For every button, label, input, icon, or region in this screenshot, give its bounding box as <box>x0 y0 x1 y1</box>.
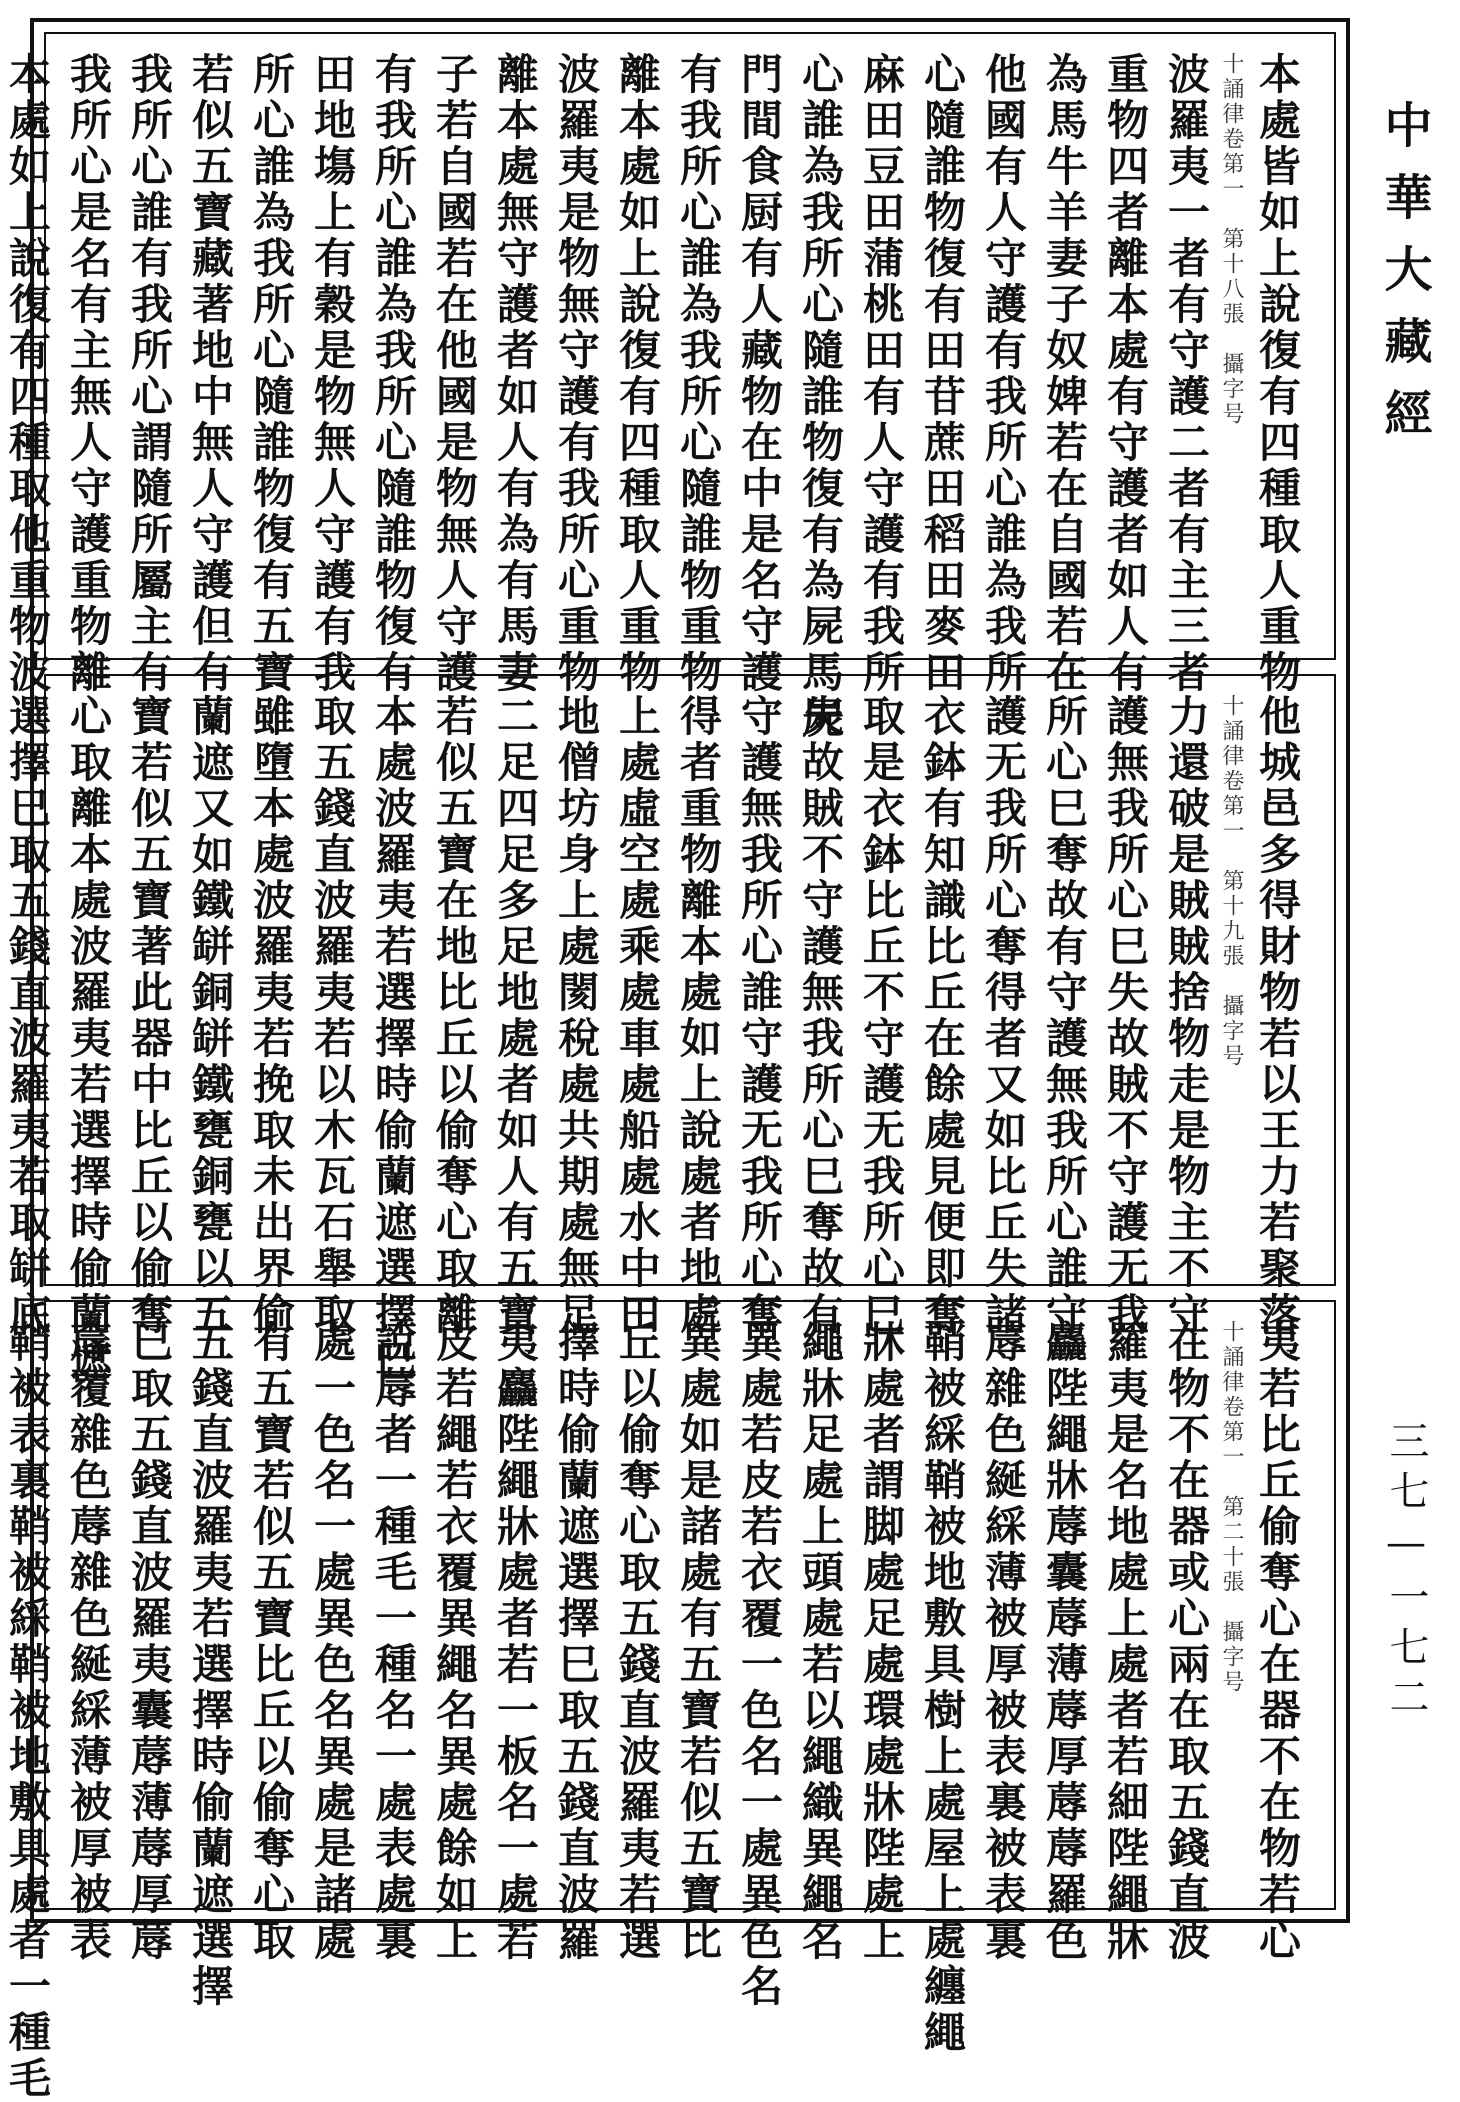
text-column: 他城邑多得財物若以王力若聚落 <box>1253 694 1302 1338</box>
text-column: 麤陛繩牀蓐囊蓐薄蓐厚蓐蓐羅色 <box>1040 1320 1089 1964</box>
text-column: 巳取五錢直波羅夷囊蓐薄蓐厚蓐 <box>125 1320 174 1964</box>
text-column: 異處若皮若衣覆一色名一處異色名 <box>735 1320 784 2010</box>
margin-note: 十誦律卷第一 第十八張 攝字号 <box>1219 52 1244 427</box>
text-column: 異處如是諸處有五寶若似五寶比 <box>674 1320 723 1964</box>
text-column: 我所心誰有我所心謂隨所屬主有 <box>125 52 174 696</box>
text-column: 羅夷是名地處上處者若細陛繩牀 <box>1101 1320 1150 1964</box>
text-column: 心取離本處波羅夷若選擇時偷蘭遮 <box>64 694 113 1384</box>
text-column: 在物不在器或心兩在取五錢直波 <box>1162 1320 1211 1964</box>
text-column: 若似五寶在地比丘以偷奪心取離 <box>430 694 479 1338</box>
text-column: 波羅夷一者有守護二者有主三者 <box>1162 52 1211 696</box>
text-column: 所心巳奪故有守護無我所心誰守 <box>1040 694 1089 1338</box>
text-column: 地僧坊身上處閡稅處共期處無足 <box>552 694 601 1338</box>
text-column: 上處虛空處乘處車處船處水中田 <box>613 694 662 1338</box>
text-panel-2 <box>3 674 1336 1384</box>
text-column: 本處如上說復有四種取他重物波 <box>3 52 52 696</box>
text-column: 子若自國若在他國是物無人守護 <box>430 52 479 696</box>
text-panel-3 <box>3 1300 1336 2102</box>
text-column: 牀處者謂脚處足處環處牀陛處上 <box>857 1320 906 1964</box>
text-column: 有我所心誰為我所心隨誰物復有 <box>369 52 418 696</box>
text-column: 若似五寶藏著地中無人守護但有 <box>186 52 235 696</box>
text-column: 蓐覆雜色蓐雜色綖綵薄被厚被表 <box>64 1320 113 1964</box>
text-column: 鞘被表裏鞘被綵鞘被地敷具處者一種毛 <box>3 1320 52 2102</box>
text-column: 有五寶若似五寶比丘以偷奪心取 <box>247 1320 296 1964</box>
text-column: 有我所心誰為我所心隨誰物重物 <box>674 52 723 696</box>
text-column: 處一色名一處異色名異處是諸處 <box>308 1320 357 1964</box>
text-column: 選擇巳取五錢直波羅夷若取缾底 <box>3 694 52 1338</box>
text-column: 取是衣鉢比丘不守護无我所心巳 <box>857 694 906 1338</box>
text-column: 力還破是賊賊捨物走是物主不守 <box>1162 694 1211 1338</box>
text-column: 所心誰為我所心隨誰物復有五寶 <box>247 52 296 696</box>
text-column: 重物四者離本處有守護者如人有 <box>1101 52 1150 696</box>
text-column: 得者重物離本處如上說處者地處 <box>674 694 723 1338</box>
text-column: 護無我所心巳失故賊不守護无我 <box>1101 694 1150 1338</box>
text-column: 寶若似五寶著此器中比丘以偷奪 <box>125 694 174 1338</box>
text-column: 為馬牛羊妻子奴婢若在自國若在 <box>1040 52 1089 696</box>
text-column: 說蓐者一種毛一種名一處表處裏 <box>369 1320 418 1964</box>
text-column: 門間食厨有人藏物在中是名守護 <box>735 52 784 696</box>
text-column: 擇時偷蘭遮選擇巳取五錢直波羅 <box>552 1320 601 1964</box>
page-number: 三七—一七二 <box>1383 1420 1429 1726</box>
text-panel-1 <box>3 32 1336 742</box>
page-frame <box>3 18 1350 2102</box>
text-column: 蓐雜色綖綵薄被厚被表裏被表裏 <box>979 1320 1028 1964</box>
text-column: 蘭遮又如鐵缾銅缾鐵甕銅甕以五 <box>186 694 235 1338</box>
margin-note: 十誦律卷第一 第二十張 攝字号 <box>1219 1320 1244 1695</box>
text-column: 我所心是名有主無人守護重物離 <box>64 52 113 696</box>
text-column: 守護無我所心誰守護无我所心奪 <box>735 694 784 1338</box>
text-column: 失故賊不守護無我所心巳奪故有 <box>796 694 845 1338</box>
text-column: 麻田豆田蒲桃田有人守護有我所 <box>857 52 906 696</box>
text-column: 鞘被綵鞘被地敷具樹上處屋上處纏繩 <box>918 1320 967 2056</box>
text-column: 丘以偷奪心取五錢直波羅夷若選 <box>613 1320 662 1964</box>
text-column: 本處波羅夷若選擇時偷蘭遮選擇巳 <box>369 694 418 1384</box>
text-column: 繩牀足處上頭處若以繩織異繩名 <box>796 1320 845 1964</box>
panel-3-columns <box>0 1320 1308 2102</box>
text-column: 夷若比丘偷奪心在器不在物若心 <box>1253 1320 1302 1964</box>
text-column: 夷麤陛繩牀處者若一板名一處若 <box>491 1320 540 1964</box>
text-column: 衣鉢有知識比丘在餘處見便即奪 <box>918 694 967 1338</box>
margin-note: 十誦律卷第一 第十九張 攝字号 <box>1219 694 1244 1069</box>
text-column: 離本處如上說復有四種取人重物 <box>613 52 662 696</box>
text-column: 他國有人守護有我所心誰為我所 <box>979 52 1028 696</box>
text-column: 皮若繩若衣覆異繩名異處餘如上 <box>430 1320 479 1964</box>
text-column: 本處皆如上說復有四種取人重物 <box>1253 52 1302 696</box>
text-column: 田地塲上有穀是物無人守護有我 <box>308 52 357 696</box>
text-column: 二足四足多足地處者如人有五寶 <box>491 694 540 1338</box>
text-column: 五錢直波羅夷若選擇時偷蘭遮選擇 <box>186 1320 235 2010</box>
text-column: 離本處無守護者如人有為有馬妻 <box>491 52 540 696</box>
text-column: 雖墮本處波羅夷若挽取未出界偷 <box>247 694 296 1338</box>
text-column: 取五錢直波羅夷若以木瓦石舉取 <box>308 694 357 1338</box>
text-column: 波羅夷是物無守護有我所心重物 <box>552 52 601 696</box>
panel-2-columns <box>0 694 1308 1384</box>
collection-title: 中華大藏經 <box>1376 100 1432 460</box>
text-column: 心誰為我所心隨誰物復有為屍馬屍 <box>796 52 845 742</box>
panel-1-columns <box>0 52 1308 742</box>
text-column: 護无我所心奪得者又如比丘失諸 <box>979 694 1028 1338</box>
text-column: 心隨誰物復有田苷蔗田稻田麥田 <box>918 52 967 696</box>
